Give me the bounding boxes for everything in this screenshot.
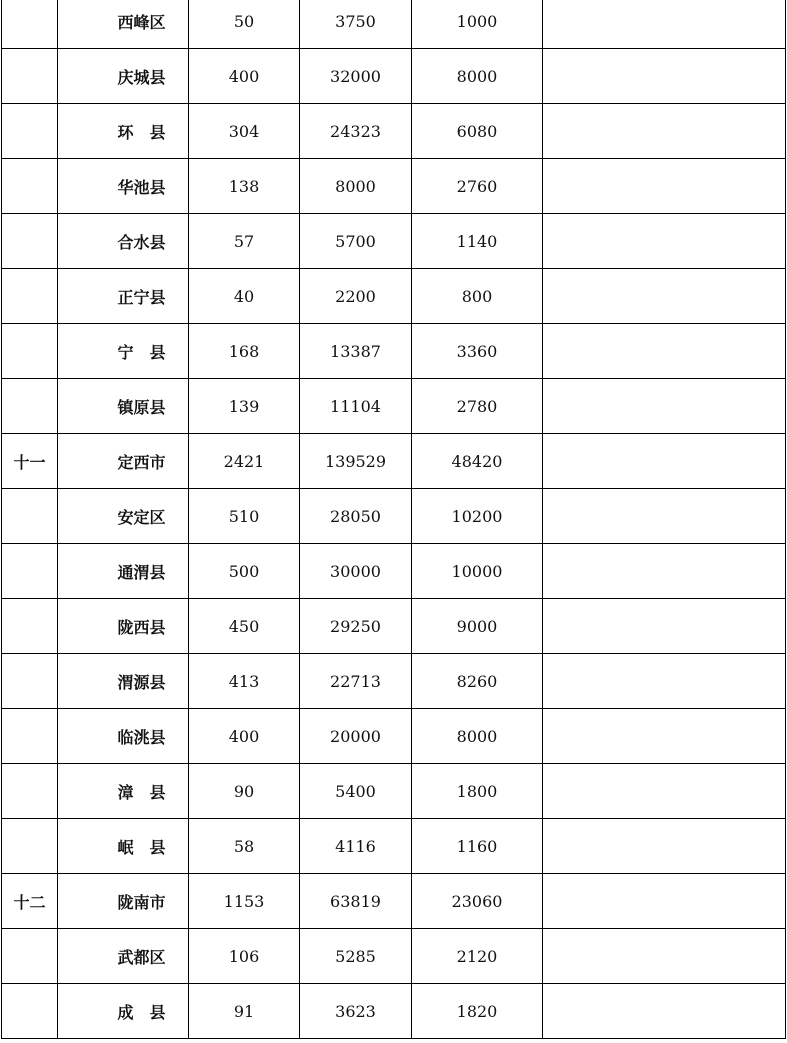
value-2-cell: 13387 (300, 324, 412, 379)
value-3-cell: 1140 (412, 214, 543, 269)
index-cell: 十一 (2, 434, 58, 489)
table-row (2, 599, 786, 654)
region-name-cell: 定西市 (58, 434, 189, 489)
value-3-cell: 2120 (412, 929, 543, 984)
value-3-cell: 2760 (412, 159, 543, 214)
index-cell (2, 599, 58, 654)
note-cell (543, 269, 786, 324)
value-3-cell: 6080 (412, 104, 543, 159)
value-1-cell: 510 (189, 489, 300, 544)
region-name-cell: 成 县 (58, 984, 189, 1039)
region-name-cell: 镇原县 (58, 379, 189, 434)
table-row (2, 0, 786, 49)
table-row (2, 434, 786, 489)
value-3-cell: 8000 (412, 49, 543, 104)
value-2-cell: 8000 (300, 159, 412, 214)
index-cell (2, 324, 58, 379)
value-1-cell: 2421 (189, 434, 300, 489)
table-row (2, 654, 786, 709)
value-2-cell: 22713 (300, 654, 412, 709)
note-cell (543, 379, 786, 434)
table-row (2, 324, 786, 379)
value-3-cell: 23060 (412, 874, 543, 929)
value-2-cell: 5700 (300, 214, 412, 269)
note-cell (543, 214, 786, 269)
value-1-cell: 106 (189, 929, 300, 984)
table-row (2, 489, 786, 544)
value-2-cell: 139529 (300, 434, 412, 489)
region-name-cell: 环 县 (58, 104, 189, 159)
value-2-cell: 3623 (300, 984, 412, 1039)
value-1-cell: 1153 (189, 874, 300, 929)
index-cell (2, 0, 58, 49)
data-table (1, 0, 786, 1039)
value-1-cell: 91 (189, 984, 300, 1039)
value-3-cell: 3360 (412, 324, 543, 379)
value-3-cell: 8000 (412, 709, 543, 764)
index-cell (2, 709, 58, 764)
table-row (2, 269, 786, 324)
index-cell: 十二 (2, 874, 58, 929)
value-2-cell: 28050 (300, 489, 412, 544)
region-name-cell: 临洮县 (58, 709, 189, 764)
value-1-cell: 304 (189, 104, 300, 159)
region-name-cell: 华池县 (58, 159, 189, 214)
note-cell (543, 874, 786, 929)
note-cell (543, 764, 786, 819)
region-name-cell: 通渭县 (58, 544, 189, 599)
value-3-cell: 1000 (412, 0, 543, 49)
value-1-cell: 40 (189, 269, 300, 324)
index-cell (2, 159, 58, 214)
index-cell (2, 104, 58, 159)
note-cell (543, 0, 786, 49)
note-cell (543, 654, 786, 709)
value-2-cell: 20000 (300, 709, 412, 764)
index-cell (2, 929, 58, 984)
note-cell (543, 489, 786, 544)
note-cell (543, 49, 786, 104)
index-cell (2, 489, 58, 544)
region-name-cell: 漳 县 (58, 764, 189, 819)
note-cell (543, 819, 786, 874)
table-row (2, 709, 786, 764)
table-row (2, 874, 786, 929)
region-name-cell: 宁 县 (58, 324, 189, 379)
table-row (2, 104, 786, 159)
index-cell (2, 379, 58, 434)
index-cell (2, 269, 58, 324)
note-cell (543, 599, 786, 654)
value-1-cell: 500 (189, 544, 300, 599)
value-1-cell: 138 (189, 159, 300, 214)
region-name-cell: 岷 县 (58, 819, 189, 874)
index-cell (2, 654, 58, 709)
value-2-cell: 2200 (300, 269, 412, 324)
note-cell (543, 104, 786, 159)
note-cell (543, 324, 786, 379)
value-1-cell: 450 (189, 599, 300, 654)
value-1-cell: 58 (189, 819, 300, 874)
table-row (2, 764, 786, 819)
value-1-cell: 139 (189, 379, 300, 434)
value-2-cell: 63819 (300, 874, 412, 929)
index-cell (2, 819, 58, 874)
table-row (2, 214, 786, 269)
note-cell (543, 434, 786, 489)
table-row (2, 984, 786, 1039)
table-row (2, 819, 786, 874)
note-cell (543, 159, 786, 214)
value-3-cell: 10200 (412, 489, 543, 544)
value-3-cell: 48420 (412, 434, 543, 489)
region-name-cell: 武都区 (58, 929, 189, 984)
note-cell (543, 544, 786, 599)
value-3-cell: 800 (412, 269, 543, 324)
value-2-cell: 3750 (300, 0, 412, 49)
region-name-cell: 安定区 (58, 489, 189, 544)
value-2-cell: 29250 (300, 599, 412, 654)
note-cell (543, 709, 786, 764)
value-3-cell: 1820 (412, 984, 543, 1039)
value-3-cell: 1160 (412, 819, 543, 874)
value-2-cell: 5400 (300, 764, 412, 819)
value-3-cell: 9000 (412, 599, 543, 654)
index-cell (2, 544, 58, 599)
table-row (2, 544, 786, 599)
table-row (2, 159, 786, 214)
table-row (2, 379, 786, 434)
value-2-cell: 24323 (300, 104, 412, 159)
value-1-cell: 400 (189, 709, 300, 764)
value-3-cell: 10000 (412, 544, 543, 599)
value-3-cell: 2780 (412, 379, 543, 434)
region-name-cell: 合水县 (58, 214, 189, 269)
index-cell (2, 984, 58, 1039)
value-1-cell: 57 (189, 214, 300, 269)
value-1-cell: 400 (189, 49, 300, 104)
value-2-cell: 11104 (300, 379, 412, 434)
region-name-cell: 正宁县 (58, 269, 189, 324)
value-1-cell: 90 (189, 764, 300, 819)
region-name-cell: 渭源县 (58, 654, 189, 709)
value-2-cell: 4116 (300, 819, 412, 874)
table-row (2, 929, 786, 984)
table-body (2, 0, 786, 1039)
region-name-cell: 西峰区 (58, 0, 189, 49)
value-2-cell: 5285 (300, 929, 412, 984)
region-name-cell: 陇西县 (58, 599, 189, 654)
note-cell (543, 929, 786, 984)
value-3-cell: 1800 (412, 764, 543, 819)
value-1-cell: 50 (189, 0, 300, 49)
value-2-cell: 30000 (300, 544, 412, 599)
value-2-cell: 32000 (300, 49, 412, 104)
region-name-cell: 陇南市 (58, 874, 189, 929)
index-cell (2, 214, 58, 269)
value-1-cell: 413 (189, 654, 300, 709)
note-cell (543, 984, 786, 1039)
index-cell (2, 49, 58, 104)
value-1-cell: 168 (189, 324, 300, 379)
region-name-cell: 庆城县 (58, 49, 189, 104)
table-row (2, 49, 786, 104)
index-cell (2, 764, 58, 819)
value-3-cell: 8260 (412, 654, 543, 709)
